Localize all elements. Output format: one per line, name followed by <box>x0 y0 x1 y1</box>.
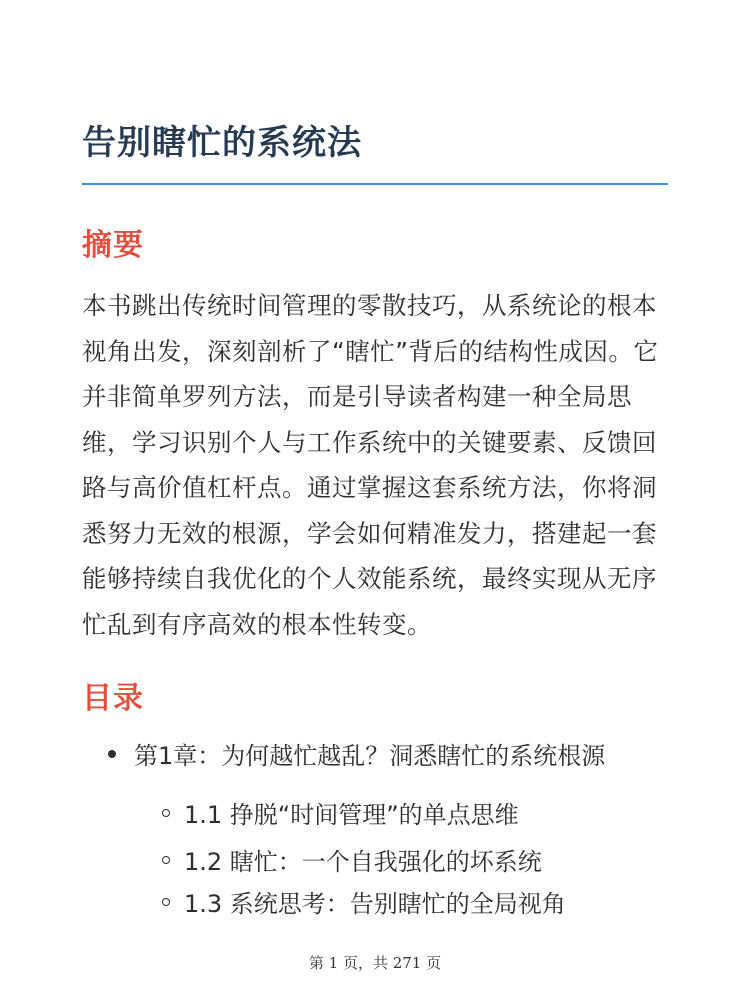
abstract-heading: 摘要 <box>82 228 144 263</box>
bullet-dot-icon <box>108 750 116 758</box>
toc-section-label: 1.3 系统思考：告别瞎忙的全局视角 <box>184 890 566 918</box>
abstract-paragraph: 本书跳出传统时间管理的零散技巧，从系统论的根本视角出发，深刻剖析了“瞎忙”背后的结构性成因。它并非简单罗列方法，而是引导读者构建一种全局思维，学习识别个人与工作系统中的关键要素、反馈回路与高价值杠杆点。通过掌握这套系统方法，你将洞悉努力无效的根源，学会如何精准发力，搭建起一套能够持续自我优化的个人效能系统，最终实现从无序忙乱到有序高效的根本性转变。 <box>82 291 659 639</box>
bullet-circle-icon <box>162 809 170 817</box>
bullet-circle-icon <box>162 856 170 864</box>
page-footer: 第 1 页，共 271 页 <box>308 954 442 972</box>
toc-section-item[interactable] <box>162 795 519 830</box>
toc-chapter-item[interactable] <box>108 736 605 771</box>
toc-section-label: 1.1 挣脱“时间管理”的单点思维 <box>184 801 519 829</box>
title-divider <box>82 183 668 185</box>
bullet-circle-icon <box>162 898 170 906</box>
toc-heading: 目录 <box>82 681 144 716</box>
toc-section-item[interactable] <box>162 842 542 877</box>
document-title: 告别瞎忙的系统法 <box>82 123 362 163</box>
toc-section-label: 1.2 瞎忙：一个自我强化的坏系统 <box>184 848 542 876</box>
toc-chapter-label: 第1章：为何越忙越乱？洞悉瞎忙的系统根源 <box>134 742 606 770</box>
toc-section-item[interactable] <box>162 884 566 919</box>
